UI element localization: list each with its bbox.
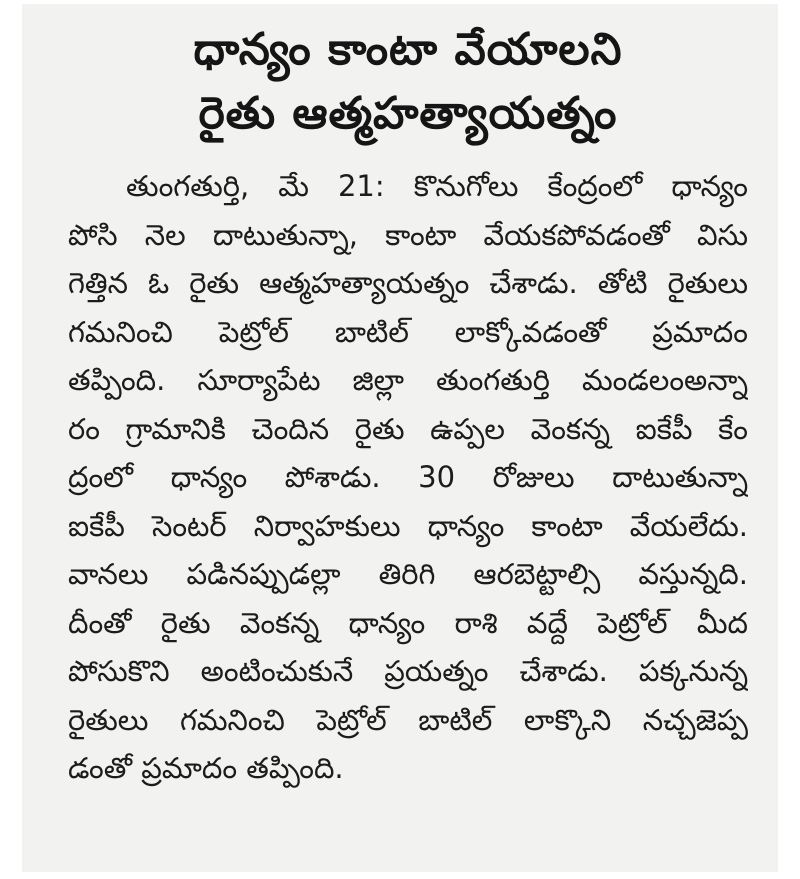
article-line-5: తప్పింది. సూర్యాపేట జిల్లా తుంగతుర్తి మండలంఅన్నా <box>68 363 748 397</box>
article-line-10: దీంతో రైతు వెంకన్న ధాన్యం రాశి వద్దే పెట్రోల్ మీద <box>68 605 748 640</box>
article-line-12: రైతులు గమనించి పెట్రోల్ బాటిల్ లాక్కొని నచ్చజెప్ప <box>68 702 748 737</box>
article-line-8: ఐకేపీ సెంటర్ నిర్వాహకులు ధాన్యం కాంటా వేయలేదు. <box>68 508 748 543</box>
headline <box>68 18 748 146</box>
article-line-1: తుంగతుర్తి, మే 21: కొనుగోలు కేంద్రంలో ధాన్యం <box>126 169 748 203</box>
article-line-13: డంతో ప్రమాదం తప్పింది. <box>68 751 344 785</box>
article-line-3: గెత్తిన ఓ రైతు ఆత్మహత్యాయత్నం చేశాడు. తోటి రైతులు <box>68 266 748 300</box>
headline-line-1: ధాన్యం కాంటా వేయాలని <box>193 24 623 75</box>
article-line-4: గమనించి పెట్రోల్ బాటిల్ లాక్కోవడంతో ప్రమాదం <box>68 314 748 349</box>
article-line-2: పోసి నెల దాటుతున్నా, కాంటా వేయకపోవడంతో విసు <box>68 217 748 252</box>
article-line-7: ద్రంలో ధాన్యం పోశాడు. 30 రోజులు దాటుతున్నా <box>68 460 748 494</box>
headline-line-2: రైతు ఆత్మహత్యాయత్నం <box>198 88 618 139</box>
article-line-9: వానలు పడినప్పుడల్లా తిరిగి ఆరబెట్టాల్సి వస్తున్నది. <box>68 557 748 591</box>
newspaper-clipping <box>22 4 778 872</box>
article-body <box>68 162 748 793</box>
article-line-6: రం గ్రామానికి చెందిన రైతు ఉప్పల వెంకన్న ఐకేపీ కేం <box>68 411 748 446</box>
article-line-11: పోసుకొని అంటించుకునే ప్రయత్నం చేశాడు. పక్కనున్న <box>68 654 748 688</box>
